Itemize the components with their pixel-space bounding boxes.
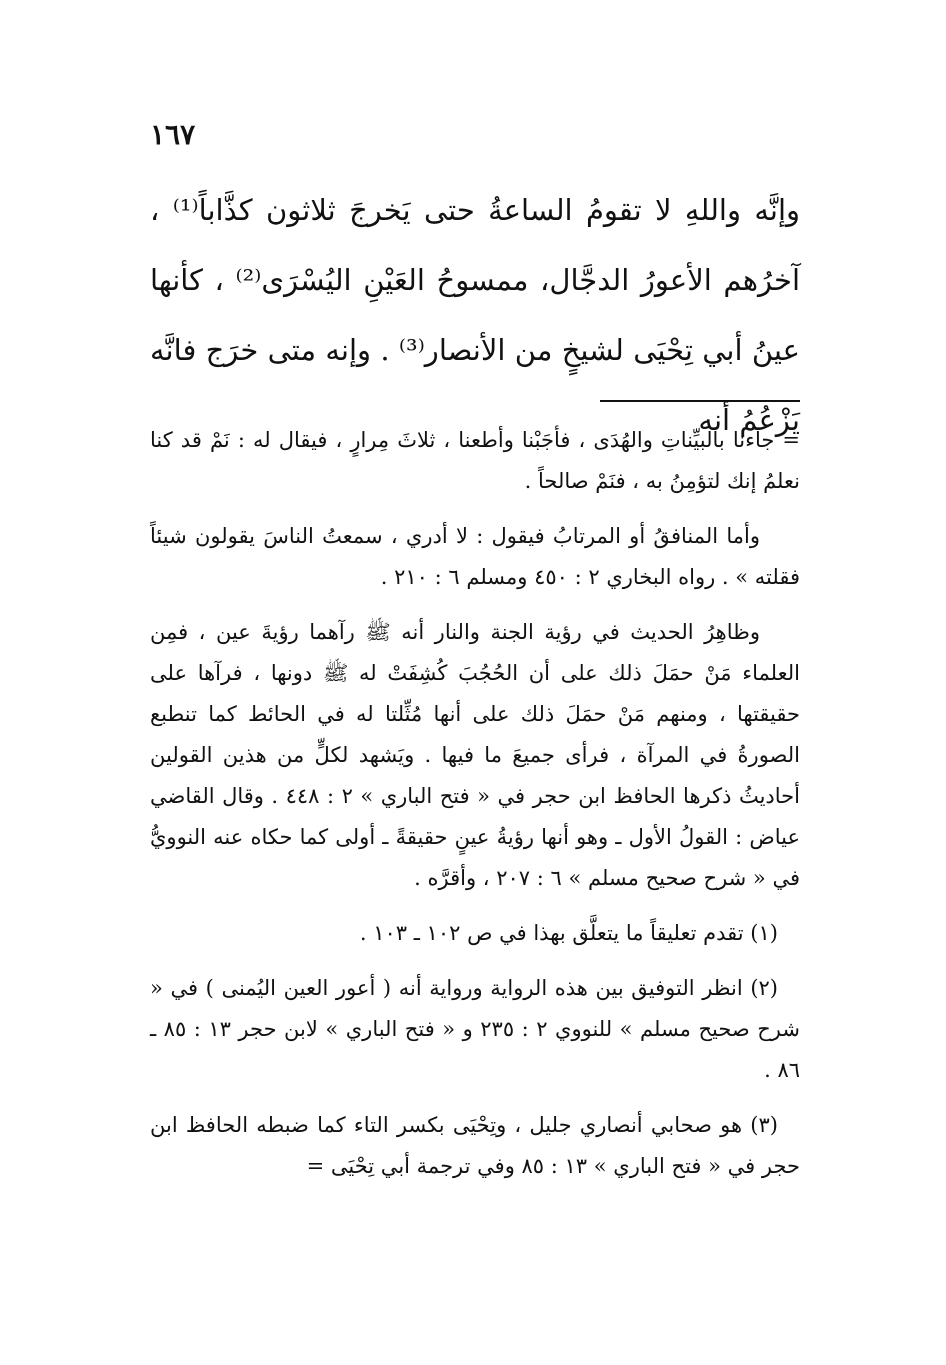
footnote-separator xyxy=(600,400,800,402)
commentary-paragraph: وظاهِرُ الحديث في رؤية الجنة والنار أنه ﷺ رآهما رؤيةَ عين ، فمِن العلماء مَنْ حمَلَ ذلك على أن الحُجُبَ كُشِفَتْ له ﷺ دونها ، فرآها على حقيقتها ، ومنهم مَنْ حمَلَ ذلك على أنها مُثِّلتا له في الحائط كما تنطبع الصورةُ في المرآة ، فرأى جميعَ ما فيها . ويَشهد لكلٍّ من هذين القولين أحاديثُ ذكرها الحافظ ابن حجر في « فتح الباري » ٢ : ٤٤٨ . وقال القاضي عياض : القولُ الأول ـ وهو أنها رؤيةُ عينٍ حقيقةً ـ أولى كما حكاه عنه النوويُّ في « شرح صحيح مسلم » ٦ : ٢٠٧ ، وأقرَّه . xyxy=(150,620,800,890)
main-text: وإنَّه واللهِ لا تقومُ الساعةُ حتى يَخرجَ ثلاثون كذَّاباً⁽¹⁾ ، آخرُهم الأعورُ الدجَّال، ممسوحُ العَيْنِ اليُسْرَى⁽²⁾ ، كأنها عينُ أبي تِحْيَى لشيخٍ من الأنصار⁽³⁾ . وإنه متى خرَج فانَّه يَزْعُمُ أنه xyxy=(150,193,801,437)
footnote-1: (١) تقدم تعليقاً ما يتعلَّق بهذا في ص ١٠٢ ـ ١٠٣ . xyxy=(359,921,778,945)
page-number: ١٦٧ xyxy=(150,118,196,151)
commentary-continuation: = جاءنا بالبيِّناتِ والهُدَى ، فأجَبْنا وأطعنا ، ثلاثَ مِرارٍ ، فيقال له : نَمْ قد كنا نعلمُ إنك لتؤمِنُ به ، فنَمْ صالحاً . xyxy=(150,428,800,493)
footnote-3: (٣) هو صحابي أنصاري جليل ، وتِحْيَى بكسر التاء كما ضبطه الحافظ ابن حجر في « فتح الباري » ١٣ : ٨٥ وفي ترجمة أبي تِحْيَى = xyxy=(150,1113,800,1178)
notes-section xyxy=(150,420,800,1201)
footnote-2: (٢) انظر التوفيق بين هذه الرواية ورواية أنه ( أعور العين اليُمنى ) في « شرح صحيح مسلم » للنووي ٢ : ٢٣٥ و « فتح الباري » لابن حجر ١٣ : ٨٥ ـ ٨٦ . xyxy=(150,976,800,1082)
commentary-paragraph: وأما المنافقُ أو المرتابُ فيقول : لا أدري ، سمعتُ الناسَ يقولون شيئاً فقلته » . رواه البخاري ٢ : ٤٥٠ ومسلم ٦ : ٢١٠ . xyxy=(150,524,800,589)
